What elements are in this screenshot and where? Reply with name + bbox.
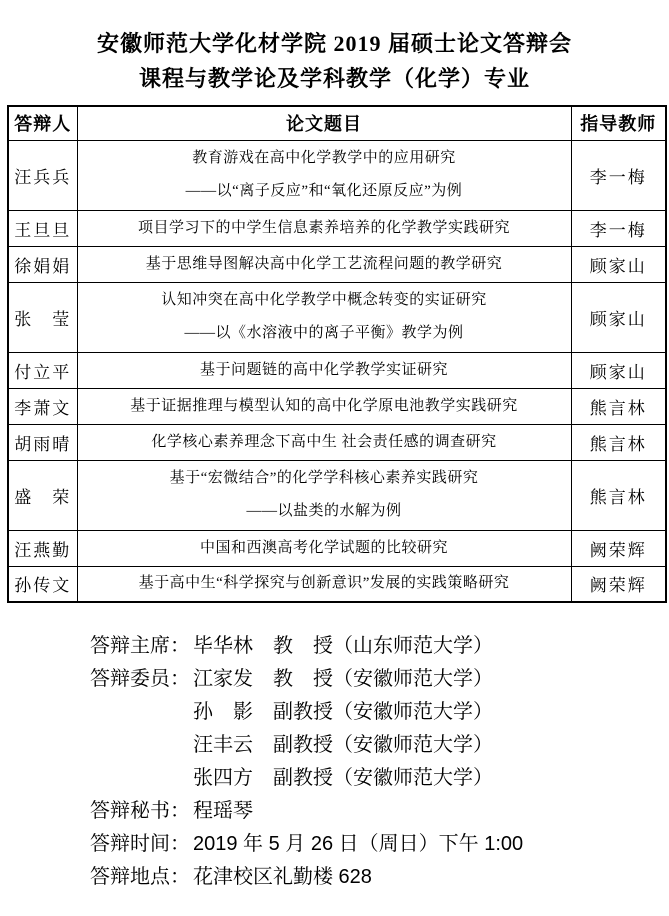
table-header-row: [8, 106, 666, 140]
defender-name: 汪燕勤: [8, 530, 77, 566]
defender-name: 李萧文: [8, 388, 77, 424]
table-row: [8, 140, 666, 210]
table-row: [8, 210, 666, 246]
advisor-name: 顾家山: [571, 246, 666, 282]
defense-committee-line: [90, 696, 669, 729]
title-line-1: 安徽师范大学化材学院 2019 届硕士论文答辩会: [96, 31, 572, 56]
defense-time-line: [90, 828, 669, 861]
field-label: 答辩时间：: [90, 833, 190, 855]
thesis-line: 基于问题链的高中化学教学实证研究: [199, 361, 448, 378]
header-advisor: 指导教师: [571, 106, 666, 140]
field-label: [90, 729, 193, 762]
defender-name: 孙传文: [8, 566, 77, 602]
defense-committee-line: [90, 762, 669, 795]
field-value: 张四方 副教授（安徽师范大学）: [193, 767, 493, 789]
defender-name: 付立平: [8, 352, 77, 388]
thesis-line: 认知冲突在高中化学教学中概念转变的实证研究: [161, 292, 487, 308]
advisor-name: 熊言林: [571, 424, 666, 460]
thesis-line: 基于证据推理与模型认知的高中化学原电池教学实践研究: [130, 397, 518, 414]
title-line-2: 课程与教学论及学科教学（化学）专业: [138, 66, 530, 91]
field-value: 程瑶琴: [193, 800, 253, 822]
thesis-title: [77, 282, 571, 352]
thesis-line: 教育游戏在高中化学教学中的应用研究: [192, 150, 456, 166]
thesis-line: 项目学习下的中学生信息素养培养的化学教学实践研究: [137, 219, 510, 236]
advisor-name: 李一梅: [571, 210, 666, 246]
field-label: 答辩主席：: [90, 635, 190, 657]
table-row: [8, 282, 666, 352]
thesis-line: 基于思维导图解决高中化学工艺流程问题的教学研究: [145, 255, 503, 272]
defense-location-line: [90, 861, 669, 894]
table-row: [8, 424, 666, 460]
field-label: [90, 762, 193, 795]
defender-name: 徐娟娟: [8, 246, 77, 282]
defense-secretary-line: [90, 795, 669, 828]
thesis-line: 化学核心素养理念下高中生 社会责任感的调查研究: [151, 433, 497, 450]
thesis-title: [77, 424, 571, 460]
table-row: [8, 352, 666, 388]
thesis-title: [77, 210, 571, 246]
defense-info-block: [90, 630, 669, 894]
field-value: 江家发 教 授（安徽师范大学）: [193, 668, 493, 690]
field-label: [90, 696, 193, 729]
header-thesis-title: 论文题目: [77, 106, 571, 140]
defender-name: 张 莹: [8, 282, 77, 352]
table-row: [8, 566, 666, 602]
defender-name: 王旦旦: [8, 210, 77, 246]
table-row: [8, 388, 666, 424]
thesis-title: [77, 460, 571, 530]
advisor-name: 阙荣辉: [571, 566, 666, 602]
thesis-subtitle-line: ——以“离子反应”和“氧化还原反应”为例: [185, 183, 463, 199]
advisor-name: 顾家山: [571, 282, 666, 352]
field-label: 答辩地点：: [90, 866, 190, 888]
field-value: 2019 年 5 月 26 日（周日）下午 1:00: [193, 833, 524, 855]
header-defender: 答辩人: [8, 106, 77, 140]
thesis-subtitle-line: ——以盐类的水解为例: [246, 503, 402, 519]
defense-chair-line: [90, 630, 669, 663]
table-row: [8, 460, 666, 530]
defender-name: 胡雨晴: [8, 424, 77, 460]
defense-schedule-table: [7, 105, 667, 603]
defender-name: 盛 荣: [8, 460, 77, 530]
table-row: [8, 530, 666, 566]
defense-committee-line: [90, 729, 669, 762]
advisor-name: 李一梅: [571, 140, 666, 210]
field-label: 答辩委员：: [90, 668, 190, 690]
thesis-subtitle-line: ——以《水溶液中的离子平衡》教学为例: [184, 325, 464, 341]
thesis-line: 基于高中生“科学探究与创新意识”发展的实践策略研究: [138, 575, 510, 592]
advisor-name: 阙荣辉: [571, 530, 666, 566]
thesis-title: [77, 352, 571, 388]
field-value: 汪丰云 副教授（安徽师范大学）: [193, 734, 493, 756]
document-title: [0, 26, 669, 96]
field-value: 孙 影 副教授（安徽师范大学）: [193, 701, 493, 723]
advisor-name: 熊言林: [571, 460, 666, 530]
field-label: 答辩秘书：: [90, 800, 190, 822]
defense-committee-line: [90, 663, 669, 696]
defender-name: 汪兵兵: [8, 140, 77, 210]
field-value: 毕华林 教 授（山东师范大学）: [193, 635, 493, 657]
thesis-title: [77, 246, 571, 282]
field-value: 花津校区礼勤楼 628: [193, 866, 372, 888]
advisor-name: 熊言林: [571, 388, 666, 424]
thesis-title: [77, 566, 571, 602]
advisor-name: 顾家山: [571, 352, 666, 388]
table-row: [8, 246, 666, 282]
thesis-line: 中国和西澳高考化学试题的比较研究: [199, 539, 448, 556]
thesis-title: [77, 140, 571, 210]
thesis-title: [77, 530, 571, 566]
thesis-title: [77, 388, 571, 424]
thesis-line: 基于“宏微结合”的化学学科核心素养实践研究: [169, 470, 479, 486]
